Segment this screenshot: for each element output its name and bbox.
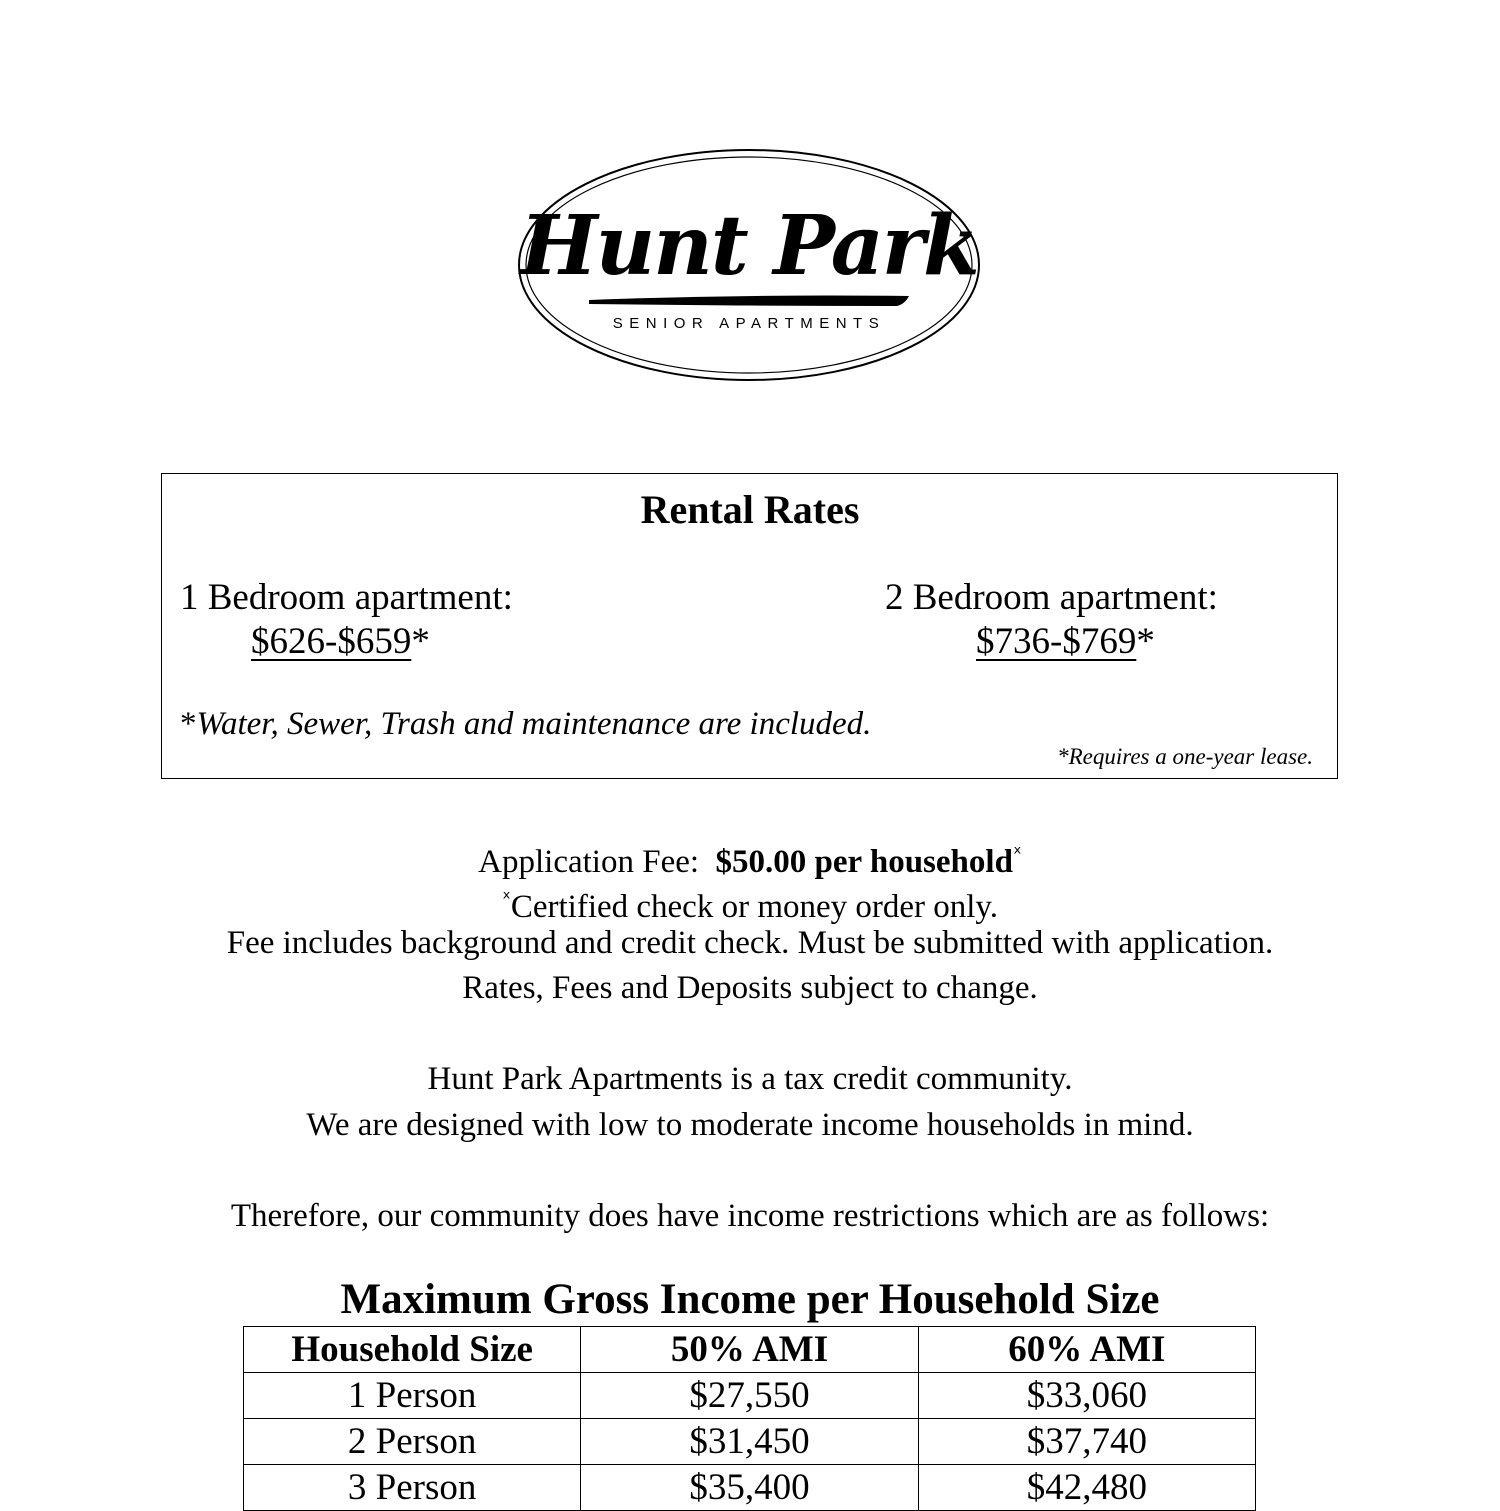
rates-change-note: Rates, Fees and Deposits subject to change. bbox=[462, 970, 1038, 1006]
household-size-cell: 2 Person bbox=[244, 1419, 581, 1465]
included-note-text: Water, Sewer, Trash and maintenance are included. bbox=[196, 706, 872, 742]
ami-50-cell: $27,550 bbox=[581, 1373, 918, 1419]
application-fee-line bbox=[0, 832, 1500, 883]
table-row bbox=[244, 1465, 1256, 1511]
fee-includes-note: Fee includes background and credit check. Must be submitted with application. bbox=[226, 925, 1274, 961]
tax-credit-note: Hunt Park Apartments is a tax credit community. bbox=[427, 1061, 1073, 1097]
income-table-header-row bbox=[244, 1327, 1256, 1373]
utilities-included-note bbox=[180, 703, 871, 745]
hunt-park-logo bbox=[517, 148, 981, 382]
ami-60-cell: $37,740 bbox=[918, 1419, 1255, 1465]
application-fee-mark: ˣ bbox=[1012, 841, 1022, 865]
application-fee-amount: $50.00 per household bbox=[715, 844, 1013, 880]
two-bedroom-price bbox=[976, 620, 1155, 664]
payment-note-line bbox=[0, 877, 1500, 928]
ami-60-cell: $33,060 bbox=[918, 1373, 1255, 1419]
income-table-title: Maximum Gross Income per Household Size bbox=[340, 1276, 1160, 1323]
one-bedroom-asterisk: * bbox=[411, 621, 430, 662]
payment-note: Certified check or money order only. bbox=[510, 889, 999, 925]
payment-note-mark: ˣ bbox=[501, 886, 511, 910]
income-restrictions-note: Therefore, our community does have income restrictions which are as follows: bbox=[230, 1198, 1270, 1234]
header-50-ami: 50% AMI bbox=[581, 1327, 918, 1373]
ami-50-cell: $31,450 bbox=[581, 1419, 918, 1465]
household-size-cell: 1 Person bbox=[244, 1373, 581, 1419]
lease-note: *Requires a one-year lease. bbox=[1057, 744, 1313, 769]
logo-name: Hunt Park bbox=[520, 198, 978, 294]
income-households-note: We are designed with low to moderate income households in mind. bbox=[306, 1107, 1194, 1143]
table-row bbox=[244, 1419, 1256, 1465]
included-asterisk: * bbox=[180, 706, 197, 742]
header-60-ami: 60% AMI bbox=[918, 1327, 1255, 1373]
header-household-size: Household Size bbox=[244, 1327, 581, 1373]
rental-rates-title: Rental Rates bbox=[640, 487, 860, 532]
two-bedroom-asterisk: * bbox=[1136, 621, 1155, 662]
household-size-cell: 3 Person bbox=[244, 1465, 581, 1511]
income-table bbox=[243, 1326, 1256, 1511]
application-fee-label: Application Fee: bbox=[478, 844, 700, 880]
ami-60-cell: $42,480 bbox=[918, 1465, 1255, 1511]
two-bedroom-label: 2 Bedroom apartment: bbox=[885, 577, 1218, 618]
one-bedroom-price bbox=[251, 620, 430, 664]
one-bedroom-label: 1 Bedroom apartment: bbox=[180, 577, 513, 618]
logo-tagline: SENIOR APARTMENTS bbox=[612, 315, 886, 332]
one-bedroom-price-amount: $626-$659 bbox=[251, 621, 412, 662]
two-bedroom-price-amount: $736-$769 bbox=[976, 621, 1137, 662]
table-row bbox=[244, 1373, 1256, 1419]
ami-50-cell: $35,400 bbox=[581, 1465, 918, 1511]
